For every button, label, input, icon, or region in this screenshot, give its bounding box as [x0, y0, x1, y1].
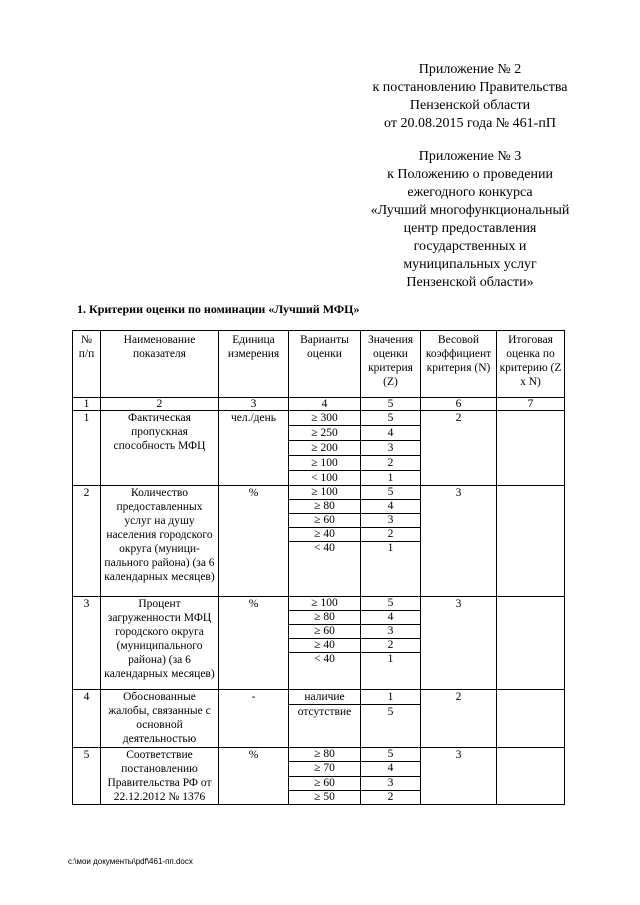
criterion-number: 1: [73, 411, 101, 486]
variant-option: ≥ 80: [289, 748, 361, 762]
variant-value: 3: [361, 776, 421, 790]
appendix-2-line: от 20.08.2015 года № 461-пП: [384, 116, 556, 131]
variant-option: ≥ 200: [289, 441, 361, 456]
variant-option: отсутствие: [289, 705, 361, 748]
appendix-3-line: муниципальных услуг: [403, 257, 537, 272]
variant-option: < 40: [289, 653, 361, 690]
variant-value: 5: [361, 748, 421, 762]
header-values: Значения оценки критерия (Z): [361, 331, 421, 398]
criterion-total: [497, 486, 565, 597]
appendix-2-header: [340, 61, 600, 133]
variant-option: наличие: [289, 690, 361, 705]
appendix-3-line: к Положению о проведении: [387, 167, 553, 182]
criterion-unit: %: [219, 748, 289, 805]
appendix-3-line: Пензенской области»: [406, 275, 534, 290]
variant-option: ≥ 250: [289, 426, 361, 441]
variant-option: ≥ 40: [289, 528, 361, 542]
table-row: [73, 486, 565, 500]
criterion-weight: 2: [421, 690, 497, 748]
criterion-weight: 2: [421, 411, 497, 486]
criterion-unit: -: [219, 690, 289, 748]
variant-option: ≥ 50: [289, 790, 361, 804]
variant-option: ≥ 60: [289, 514, 361, 528]
section-title: 1. Критерии оценки по номинации «Лучший МФЦ»: [77, 302, 360, 316]
variant-value: 4: [361, 500, 421, 514]
criterion-total: [497, 690, 565, 748]
variant-value: 4: [361, 611, 421, 625]
criterion-name: Количество предоставленных услуг на душу населения городского округа (муници-пального района) (за 6 календарных месяцев): [101, 486, 219, 597]
header-number: № п/п: [73, 331, 101, 398]
criteria-table: [72, 330, 565, 805]
criterion-number: 2: [73, 486, 101, 597]
criterion-total: [497, 748, 565, 805]
variant-value: 1: [361, 471, 421, 486]
appendix-2-line: Приложение № 2: [418, 62, 522, 77]
criterion-name: Процент загруженности МФЦ городского округа (муниципального района) (за 6 календарных месяцев): [101, 597, 219, 690]
criterion-weight: 3: [421, 597, 497, 690]
column-number: 2: [101, 398, 219, 411]
criterion-name: Обоснованные жалобы, связанные с основной деятельностью: [101, 690, 219, 748]
column-number-row: [73, 398, 565, 411]
variant-value: 4: [361, 426, 421, 441]
column-number: 5: [361, 398, 421, 411]
criterion-unit: %: [219, 486, 289, 597]
criterion-unit: чел./день: [219, 411, 289, 486]
appendix-3-line: ежегодного конкурса: [407, 185, 533, 200]
appendix-3-line: Приложение № 3: [418, 149, 522, 164]
variant-value: 3: [361, 514, 421, 528]
column-number: 6: [421, 398, 497, 411]
variant-value: 2: [361, 639, 421, 653]
criterion-number: 4: [73, 690, 101, 748]
variant-option: ≥ 60: [289, 776, 361, 790]
variant-value: 2: [361, 790, 421, 804]
variant-value: 3: [361, 625, 421, 639]
variant-value: 1: [361, 690, 421, 705]
variant-option: < 100: [289, 471, 361, 486]
variant-value: 5: [361, 486, 421, 500]
criterion-number: 3: [73, 597, 101, 690]
variant-option: ≥ 100: [289, 486, 361, 500]
variant-option: ≥ 80: [289, 500, 361, 514]
table-row: [73, 411, 565, 426]
variant-option: ≥ 300: [289, 411, 361, 426]
variant-value: 3: [361, 441, 421, 456]
header-unit: Единица измерения: [219, 331, 289, 398]
criterion-weight: 3: [421, 748, 497, 805]
variant-option: ≥ 100: [289, 456, 361, 471]
header-total: Итоговая оценка по критерию (Z x N): [497, 331, 565, 398]
table-row: [73, 690, 565, 705]
variant-option: ≥ 70: [289, 762, 361, 776]
column-number: 4: [289, 398, 361, 411]
variant-value: 2: [361, 456, 421, 471]
table-header-row: [73, 331, 565, 398]
variant-value: 5: [361, 411, 421, 426]
criterion-name: Соответствие постановлению Правительства РФ от 22.12.2012 № 1376: [101, 748, 219, 805]
header-indicator-name: Наименование показателя: [101, 331, 219, 398]
appendix-3-line: государственных и: [413, 239, 527, 254]
variant-option: ≥ 80: [289, 611, 361, 625]
table-row: [73, 597, 565, 611]
column-number: 3: [219, 398, 289, 411]
variant-option: ≥ 100: [289, 597, 361, 611]
variant-value: 5: [361, 597, 421, 611]
variant-option: ≥ 60: [289, 625, 361, 639]
variant-value: 1: [361, 542, 421, 597]
appendix-3-line: центр предоставления: [403, 221, 537, 236]
table-row: [73, 748, 565, 762]
variant-option: < 40: [289, 542, 361, 597]
variant-value: 5: [361, 705, 421, 748]
appendix-3-line: «Лучший многофункциональный: [370, 203, 570, 218]
criterion-total: [497, 411, 565, 486]
variant-option: ≥ 40: [289, 639, 361, 653]
appendix-3-header: [340, 148, 600, 292]
variant-value: 4: [361, 762, 421, 776]
criterion-name: Фактическая пропускная способность МФЦ: [101, 411, 219, 486]
column-number: 7: [497, 398, 565, 411]
appendix-2-line: Пензенской области: [409, 98, 531, 113]
header-weight: Весовой коэффициент критерия (N): [421, 331, 497, 398]
appendix-2-line: к постановлению Правительства: [372, 80, 568, 95]
header-variants: Варианты оценки: [289, 331, 361, 398]
variant-value: 1: [361, 653, 421, 690]
column-number: 1: [73, 398, 101, 411]
criterion-total: [497, 597, 565, 690]
criterion-unit: %: [219, 597, 289, 690]
file-path-footer: c:\мои документы\pdf\461-пп.docx: [68, 857, 193, 866]
criterion-number: 5: [73, 748, 101, 805]
variant-value: 2: [361, 528, 421, 542]
criterion-weight: 3: [421, 486, 497, 597]
